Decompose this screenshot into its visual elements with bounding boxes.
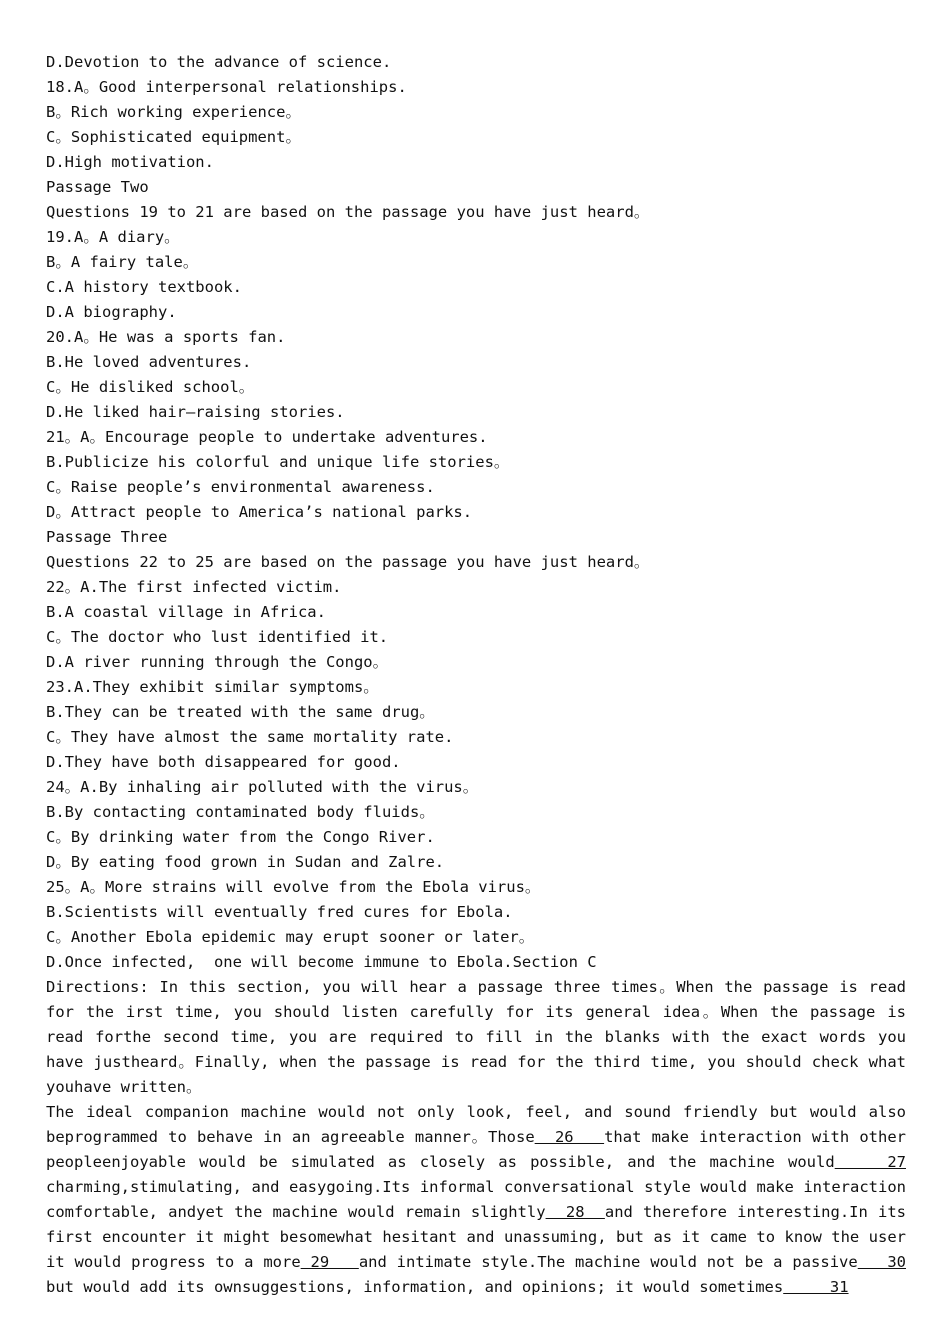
question-25: 25。A。More strains will evolve from the Ebola virus。 <box>46 878 541 896</box>
option-line: B。Rich working experience。 <box>46 103 301 121</box>
blank-29: 29 <box>300 1253 359 1271</box>
question-21: 21。A。Encourage people to undertake adventures. <box>46 428 488 446</box>
instruction-line: Questions 19 to 21 are based on the passage you have just heard。 <box>46 203 650 221</box>
question-23: 23.A.They exhibit similar symptoms。 <box>46 678 379 696</box>
option-line: C.A history textbook. <box>46 278 242 296</box>
option-line: D.High motivation. <box>46 153 214 171</box>
option-line: C。Raise people’s environmental awareness. <box>46 478 435 496</box>
directions-paragraph: Directions: In this section, you will hear a passage three times。When the passage is read for the irst time, you should listen carefully for its general idea。When the passage is read forthe second time, you are required to fill in the blanks with the exact words you have justheard。Finally, when the passage is read for the third time, you should check what youhave written。 <box>46 978 906 1096</box>
cloze-passage <box>46 1100 906 1300</box>
option-line: D。Attract people to America’s national parks. <box>46 503 473 521</box>
document-page <box>46 50 906 1300</box>
option-line: C。The doctor who lust identified it. <box>46 628 389 646</box>
section-heading: Passage Two <box>46 178 149 196</box>
passage-text: that make interaction with other peopleenjoyable would be simulated as closely as possible, and the machine would <box>46 1128 906 1171</box>
blank-28: 28 <box>545 1203 605 1221</box>
option-line: C。Sophisticated equipment。 <box>46 128 301 146</box>
option-line: B.By contacting contaminated body fluids。 <box>46 803 435 821</box>
question-18: 18.A。Good interpersonal relationships. <box>46 78 407 96</box>
question-24: 24。A.By inhaling air polluted with the virus。 <box>46 778 479 796</box>
blank-27: 27 <box>834 1153 906 1171</box>
question-20: 20.A。He was a sports fan. <box>46 328 286 346</box>
blank-31: 31 <box>783 1278 849 1296</box>
option-line: B.Scientists will eventually fred cures for Ebola. <box>46 903 513 921</box>
blank-30: 30 <box>857 1253 906 1271</box>
option-line: B.They can be treated with the same drug。 <box>46 703 435 721</box>
passage-text: but would add its ownsuggestions, information, and opinions; it would sometimes <box>46 1278 784 1296</box>
passage-text: charming,stimulating, and easygoing.Its informal conversational style would make interaction comfortable, andyet the machine would remain slightly <box>46 1178 906 1221</box>
option-line: D.Once infected, one will become immune to Ebola.Section C <box>46 953 597 971</box>
option-line: B。A fairy tale。 <box>46 253 199 271</box>
option-line: B.He loved adventures. <box>46 353 252 371</box>
text-line: D.Devotion to the advance of science. <box>46 53 392 71</box>
option-line: C。They have almost the same mortality rate. <box>46 728 454 746</box>
option-line: D.He liked hair—raising stories. <box>46 403 345 421</box>
passage-text: The ideal companion machine would not only look, feel, and sound friendly but would also beprogrammed to behave in an agreeable manner。Those <box>46 1103 906 1146</box>
option-line: C。He disliked school。 <box>46 378 255 396</box>
option-line: D。By eating food grown in Sudan and Zalre. <box>46 853 445 871</box>
question-19: 19.A。A diary。 <box>46 228 180 246</box>
passage-text: and therefore interesting.In its first encounter it might besomewhat hesitant and unassuming, but as it came to know the user it would progress to a more <box>46 1203 906 1271</box>
option-line: D.They have both disappeared for good. <box>46 753 401 771</box>
section-heading: Passage Three <box>46 528 168 546</box>
option-line: C。Another Ebola epidemic may erupt sooner or later。 <box>46 928 535 946</box>
option-line: D.A river running through the Congo。 <box>46 653 389 671</box>
passage-text: and intimate style.The machine would not be a passive <box>358 1253 858 1271</box>
blank-26: 26 <box>534 1128 605 1146</box>
option-line: B.Publicize his colorful and unique life stories。 <box>46 453 510 471</box>
option-line: C。By drinking water from the Congo River. <box>46 828 435 846</box>
option-line: D.A biography. <box>46 303 177 321</box>
instruction-line: Questions 22 to 25 are based on the passage you have just heard。 <box>46 553 650 571</box>
option-line: B.A coastal village in Africa. <box>46 603 326 621</box>
question-22: 22。A.The first infected victim. <box>46 578 342 596</box>
